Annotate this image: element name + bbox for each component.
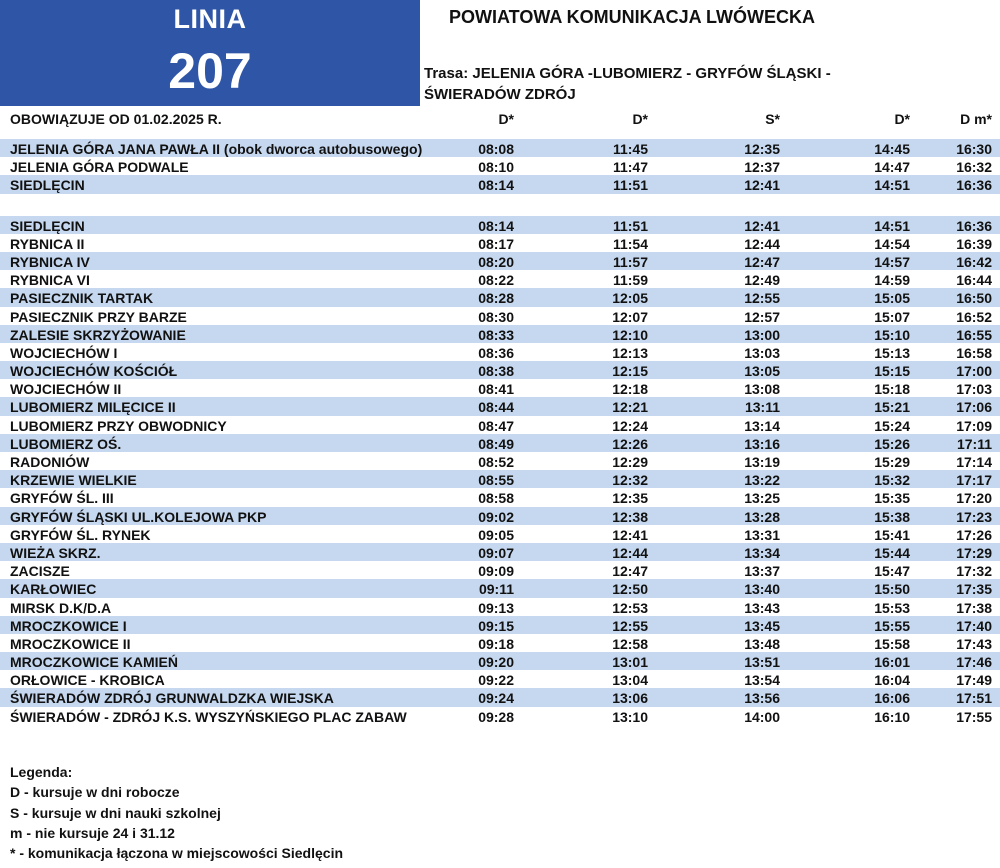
departure-time: 16:06 [874, 690, 910, 707]
table-row [0, 707, 1000, 725]
departure-time: 14:45 [874, 141, 910, 157]
departure-time: 17:32 [956, 563, 992, 580]
table-row [0, 379, 1000, 397]
legend [10, 762, 343, 863]
stop-name: JELENIA GÓRA PODWALE [10, 159, 189, 176]
table-row [0, 416, 1000, 434]
departure-time: 11:51 [612, 217, 648, 234]
departure-time: 14:47 [874, 159, 910, 176]
stop-name: SIEDLĘCIN [10, 217, 85, 234]
table-row [0, 288, 1000, 306]
departure-time: 13:06 [612, 690, 648, 707]
departure-time: 08:49 [478, 435, 514, 452]
stop-name: GRYFÓW ŚL. RYNEK [10, 526, 151, 543]
departure-time: 15:05 [874, 290, 910, 307]
table-row [0, 434, 1000, 452]
column-header: D m* [960, 111, 992, 127]
departure-time: 08:41 [478, 381, 514, 398]
departure-time: 12:32 [612, 472, 648, 489]
stop-name: ŚWIERADÓW ZDRÓJ GRUNWALDZKA WIEJSKA [10, 690, 334, 707]
departure-time: 13:10 [612, 708, 648, 725]
table-row [0, 670, 1000, 688]
departure-time: 15:44 [874, 544, 910, 561]
departure-time: 13:28 [744, 508, 780, 525]
departure-time: 17:46 [956, 654, 992, 671]
departure-time: 13:05 [744, 363, 780, 380]
departure-time: 13:04 [612, 672, 648, 689]
departure-time: 12:37 [744, 159, 780, 176]
departure-time: 13:19 [744, 454, 780, 470]
stop-name: PASIECZNIK PRZY BARZE [10, 308, 187, 325]
departure-time: 12:53 [612, 599, 648, 616]
departure-time: 09:07 [478, 544, 514, 561]
table-row [0, 307, 1000, 325]
departure-time: 08:17 [478, 235, 514, 252]
departure-time: 15:53 [874, 599, 910, 616]
stop-name: MROCZKOWICE I [10, 617, 127, 634]
stop-name: RYBNICA IV [10, 253, 90, 270]
departure-time: 16:36 [956, 217, 992, 234]
departure-time: 13:03 [744, 344, 780, 361]
departure-time: 15:50 [874, 581, 910, 598]
departure-time: 12:26 [612, 435, 648, 452]
departure-time: 12:15 [612, 363, 648, 380]
departure-time: 12:13 [612, 344, 648, 361]
departure-time: 17:26 [956, 526, 992, 543]
stop-name: GRYFÓW ŚL. III [10, 490, 114, 507]
departure-time: 13:00 [744, 326, 780, 343]
stop-name: LUBOMIERZ OŚ. [10, 435, 122, 452]
departure-time: 12:55 [744, 290, 780, 307]
table-row [0, 139, 1000, 157]
table-row [0, 488, 1000, 506]
departure-time: 12:50 [612, 581, 648, 598]
departure-time: 12:18 [612, 381, 648, 398]
departure-time: 13:54 [744, 672, 780, 689]
legend-title: Legenda: [10, 764, 73, 780]
departure-time: 13:25 [744, 490, 780, 507]
legend-item: S - kursuje w dni nauki szkolnej [10, 804, 221, 821]
departure-time: 09:20 [478, 654, 514, 671]
departure-time: 11:54 [612, 235, 648, 252]
departure-time: 12:24 [612, 417, 648, 434]
line-label: LINIA [173, 4, 247, 34]
departure-time: 17:20 [956, 490, 992, 507]
departure-time: 16:30 [956, 141, 992, 157]
departure-time: 08:10 [478, 159, 514, 176]
departure-time: 15:21 [874, 399, 910, 416]
column-header-row [0, 109, 1000, 129]
departure-time: 17:43 [956, 635, 992, 652]
table-row [0, 543, 1000, 561]
stop-name: WOJCIECHÓW II [10, 381, 122, 398]
stop-name: MIRSK D.K/D.A [10, 599, 112, 616]
departure-time: 09:24 [478, 690, 514, 707]
departure-time: 15:29 [874, 454, 910, 470]
table-row [0, 561, 1000, 579]
departure-time: 12:35 [612, 490, 648, 507]
stop-name: SIEDLĘCIN [10, 177, 85, 194]
departure-time: 13:22 [744, 472, 780, 489]
stop-name: PASIECZNIK TARTAK [10, 290, 154, 307]
stop-name: LUBOMIERZ MILĘCICE II [10, 399, 176, 416]
departure-time: 15:07 [874, 308, 910, 325]
table-row [0, 157, 1000, 175]
legend-item: m - nie kursuje 24 i 31.12 [10, 824, 175, 841]
departure-time: 15:18 [874, 381, 910, 398]
departure-time: 08:44 [478, 399, 514, 416]
stop-name: MROCZKOWICE II [10, 635, 131, 652]
departure-time: 09:13 [478, 599, 514, 616]
departure-time: 17:49 [956, 672, 992, 689]
table-row [0, 175, 1000, 193]
table-row [0, 652, 1000, 670]
route-line-2: ŚWIERADÓW ZDRÓJ [424, 86, 576, 103]
departure-time: 15:47 [874, 563, 910, 580]
stop-name: ORŁOWICE - KROBICA [10, 672, 165, 689]
departure-time: 13:34 [744, 544, 780, 561]
departure-time: 12:47 [612, 563, 648, 580]
departure-time: 17:38 [956, 599, 992, 616]
departure-time: 14:51 [874, 217, 910, 234]
table-row [0, 616, 1000, 634]
departure-time: 13:16 [744, 435, 780, 452]
departure-time: 12:41 [744, 177, 780, 194]
departure-time: 12:44 [744, 235, 780, 252]
departure-time: 12:58 [612, 635, 648, 652]
departure-time: 15:10 [874, 326, 910, 343]
departure-time: 12:41 [744, 217, 780, 234]
table-row [0, 252, 1000, 270]
departure-time: 16:52 [956, 308, 992, 325]
departure-time: 12:57 [744, 308, 780, 325]
departure-time: 11:57 [612, 253, 648, 270]
departure-time: 12:47 [744, 253, 780, 270]
departure-time: 09:22 [478, 672, 514, 689]
stop-name: RYBNICA II [10, 235, 85, 252]
table-row [0, 325, 1000, 343]
column-header: D* [632, 111, 648, 127]
departure-time: 14:59 [874, 272, 910, 289]
table-row [0, 343, 1000, 361]
departure-time: 12:21 [612, 399, 648, 416]
departure-time: 12:35 [744, 141, 780, 157]
departure-time: 17:40 [956, 617, 992, 634]
column-header: D* [498, 111, 514, 127]
departure-time: 14:54 [874, 235, 910, 252]
table-row [0, 579, 1000, 597]
departure-time: 12:29 [612, 454, 648, 470]
departure-time: 15:26 [874, 435, 910, 452]
departure-time: 15:24 [874, 417, 910, 434]
table-row [0, 452, 1000, 470]
departure-time: 13:37 [744, 563, 780, 580]
departure-time: 11:59 [612, 272, 648, 289]
departure-time: 08:08 [478, 141, 514, 157]
departure-time: 13:45 [744, 617, 780, 634]
departure-time: 16:10 [874, 708, 910, 725]
departure-time: 17:35 [956, 581, 992, 598]
departure-time: 11:51 [612, 177, 648, 194]
table-row [0, 216, 1000, 234]
departure-time: 16:01 [874, 654, 910, 671]
departure-time: 16:50 [956, 290, 992, 307]
departure-time: 13:01 [612, 654, 648, 671]
departure-time: 08:22 [478, 272, 514, 289]
departure-time: 13:51 [744, 654, 780, 671]
departure-time: 15:13 [874, 344, 910, 361]
departure-time: 16:55 [956, 326, 992, 343]
stop-name: RADONIÓW [10, 454, 90, 470]
line-badge [0, 0, 420, 106]
departure-time: 09:11 [478, 581, 514, 598]
departure-time: 16:42 [956, 253, 992, 270]
stop-name: GRYFÓW ŚLĄSKI UL.KOLEJOWA PKP [10, 508, 267, 525]
departure-time: 13:11 [744, 399, 780, 416]
stop-name: WOJCIECHÓW KOŚCIÓŁ [10, 363, 178, 380]
departure-time: 15:58 [874, 635, 910, 652]
departure-time: 12:44 [612, 544, 648, 561]
legend-item: * - komunikacja łączona w miejscowości Siedlęcin [10, 845, 344, 862]
departure-time: 17:03 [956, 381, 992, 398]
departure-time: 13:48 [744, 635, 780, 652]
departure-time: 17:55 [956, 708, 992, 725]
departure-time: 15:35 [874, 490, 910, 507]
route-description [424, 63, 924, 105]
departure-time: 17:51 [956, 690, 992, 707]
departure-time: 09:05 [478, 526, 514, 543]
departure-time: 13:43 [744, 599, 780, 616]
departure-time: 17:09 [956, 417, 992, 434]
departure-time: 08:58 [478, 490, 514, 507]
departure-time: 16:39 [956, 235, 992, 252]
table-row [0, 634, 1000, 652]
departure-time: 09:18 [478, 635, 514, 652]
departure-time: 08:47 [478, 417, 514, 434]
table-row [0, 598, 1000, 616]
departure-time: 09:28 [478, 708, 514, 725]
departure-time: 12:49 [744, 272, 780, 289]
table-row [0, 470, 1000, 488]
departure-time: 15:38 [874, 508, 910, 525]
departure-time: 17:00 [956, 363, 992, 380]
departure-time: 08:30 [478, 308, 514, 325]
departure-time: 15:55 [874, 617, 910, 634]
departure-time: 12:55 [612, 617, 648, 634]
line-number: 207 [168, 43, 252, 99]
departure-time: 08:14 [478, 217, 514, 234]
legend-item: D - kursuje w dni robocze [10, 784, 180, 801]
departure-time: 08:36 [478, 344, 514, 361]
departure-time: 15:32 [874, 472, 910, 489]
departure-time: 13:40 [744, 581, 780, 598]
departure-time: 16:58 [956, 344, 992, 361]
table-row [0, 270, 1000, 288]
departure-time: 17:23 [956, 508, 992, 525]
departure-time: 08:55 [478, 472, 514, 489]
departure-time: 13:56 [744, 690, 780, 707]
stop-name: WOJCIECHÓW I [10, 344, 118, 361]
stop-name: ZALESIE SKRZYŻOWANIE [10, 326, 186, 343]
departure-time: 11:45 [612, 141, 648, 157]
stop-name: ZACISZE [10, 563, 70, 580]
stop-name: WIEŻA SKRZ. [10, 544, 101, 561]
departure-time: 09:02 [478, 508, 514, 525]
timetable [0, 139, 1000, 725]
departure-time: 12:05 [612, 290, 648, 307]
stop-name: RYBNICA VI [10, 272, 90, 289]
departure-time: 13:14 [744, 417, 780, 434]
departure-time: 17:29 [956, 544, 992, 561]
column-header: S* [765, 111, 780, 127]
route-line-1: Trasa: JELENIA GÓRA -LUBOMIERZ - GRYFÓW ŚLĄSKI - [424, 65, 831, 82]
departure-time: 08:14 [478, 177, 514, 194]
stop-name: KARŁOWIEC [10, 581, 97, 598]
departure-time: 17:17 [956, 472, 992, 489]
departure-time: 17:11 [956, 435, 992, 452]
departure-time: 12:41 [612, 526, 648, 543]
departure-time: 11:47 [612, 159, 648, 176]
company-title: POWIATOWA KOMUNIKACJA LWÓWECKA [449, 7, 815, 27]
departure-time: 15:41 [874, 526, 910, 543]
stop-name: KRZEWIE WIELKIE [10, 472, 137, 489]
departure-time: 14:57 [874, 253, 910, 270]
stop-name: LUBOMIERZ PRZY OBWODNICY [10, 417, 227, 434]
departure-time: 14:00 [744, 708, 780, 725]
departure-time: 08:20 [478, 253, 514, 270]
departure-time: 09:09 [478, 563, 514, 580]
table-row [0, 688, 1000, 706]
departure-time: 16:44 [956, 272, 992, 289]
departure-time: 17:14 [956, 454, 992, 470]
departure-time: 08:33 [478, 326, 514, 343]
departure-time: 16:36 [956, 177, 992, 194]
departure-time: 08:38 [478, 363, 514, 380]
table-row [0, 507, 1000, 525]
departure-time: 12:07 [612, 308, 648, 325]
valid-from: OBOWIĄZUJE OD 01.02.2025 R. [10, 111, 222, 127]
departure-time: 13:31 [744, 526, 780, 543]
departure-time: 14:51 [874, 177, 910, 194]
departure-time: 12:38 [612, 508, 648, 525]
table-row [0, 234, 1000, 252]
section-gap [0, 194, 1000, 216]
departure-time: 16:04 [874, 672, 910, 689]
departure-time: 13:08 [744, 381, 780, 398]
table-row [0, 361, 1000, 379]
departure-time: 17:06 [956, 399, 992, 416]
departure-time: 09:15 [478, 617, 514, 634]
departure-time: 12:10 [612, 326, 648, 343]
departure-time: 08:28 [478, 290, 514, 307]
stop-name: JELENIA GÓRA JANA PAWŁA II (obok dworca autobusowego) [10, 141, 423, 157]
stop-name: ŚWIERADÓW - ZDRÓJ K.S. WYSZYŃSKIEGO PLAC ZABAW [10, 708, 407, 725]
stop-name: MROCZKOWICE KAMIEŃ [10, 654, 178, 671]
table-row [0, 397, 1000, 415]
column-header: D* [894, 111, 910, 127]
table-row [0, 525, 1000, 543]
departure-time: 15:15 [874, 363, 910, 380]
departure-time: 08:52 [478, 454, 514, 470]
departure-time: 16:32 [956, 159, 992, 176]
